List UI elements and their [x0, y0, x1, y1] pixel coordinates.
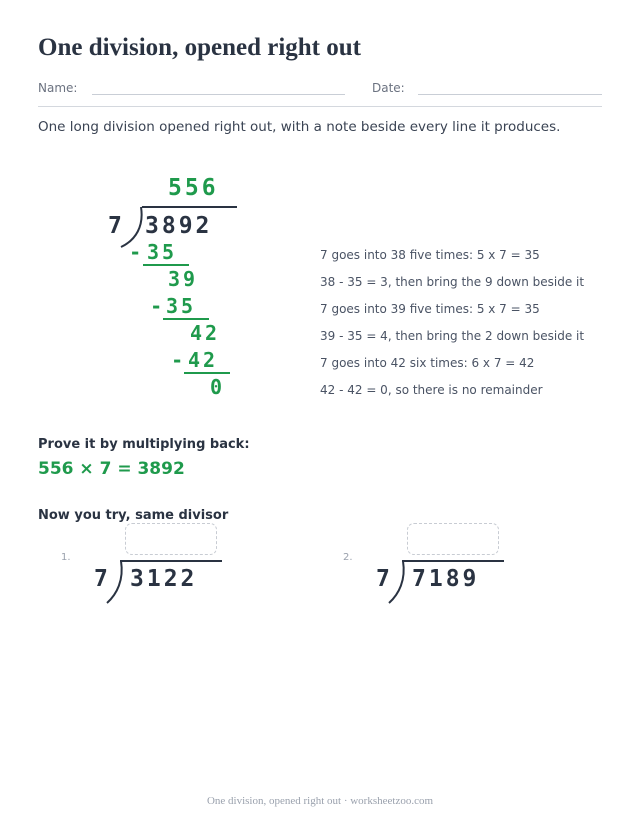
page-title: One division, opened right out: [38, 34, 361, 61]
step-note: 7 goes into 42 six times: 6 x 7 = 42: [320, 356, 535, 370]
subtraction-line: [163, 318, 209, 320]
answer-box[interactable]: [125, 523, 217, 555]
remainder: 0: [210, 375, 226, 399]
dividend: 3122: [130, 566, 198, 592]
step-value: 35: [147, 240, 178, 264]
step-value: 39: [168, 267, 199, 291]
step-note: 7 goes into 38 five times: 5 x 7 = 35: [320, 248, 540, 262]
subtraction-line: [143, 264, 189, 266]
proof-heading: Prove it by multiplying back:: [38, 437, 250, 452]
divisor: 7: [376, 566, 393, 592]
division-bar: [142, 206, 237, 208]
divisor: 7: [94, 566, 111, 592]
name-field[interactable]: [92, 94, 345, 95]
dividend: 7189: [412, 566, 480, 592]
answer-box[interactable]: [407, 523, 499, 555]
step-note: 39 - 35 = 4, then bring the 2 down beside it: [320, 329, 585, 343]
division-bar: [402, 560, 504, 562]
divisor: 7: [108, 213, 125, 239]
dividend: 3892: [145, 213, 213, 239]
step-note: 38 - 35 = 3, then bring the 9 down beside it: [320, 275, 585, 289]
minus-sign: -: [173, 348, 182, 372]
problem-number: 1.: [61, 552, 71, 563]
step-value: 42: [190, 321, 221, 345]
quotient: 556: [168, 175, 219, 201]
division-bar: [120, 560, 222, 562]
problem-number: 2.: [343, 552, 353, 563]
subtraction-line: [184, 372, 230, 374]
step-value: 35: [166, 294, 197, 318]
header-divider: [38, 106, 602, 107]
date-label: Date:: [372, 81, 405, 95]
step-note: 7 goes into 39 five times: 5 x 7 = 35: [320, 302, 540, 316]
practice-heading: Now you try, same divisor: [38, 508, 229, 523]
proof-equation: 556 × 7 = 3892: [38, 459, 185, 479]
intro-text: One long division opened right out, with a note beside every line it produces.: [38, 119, 561, 135]
step-value: 42: [188, 348, 219, 372]
step-note: 42 - 42 = 0, so there is no remainder: [320, 383, 543, 397]
name-label: Name:: [38, 81, 78, 95]
minus-sign: -: [152, 294, 161, 318]
footer: One division, opened right out · worksheetzoo.com: [206, 795, 434, 807]
date-field[interactable]: [418, 94, 602, 95]
minus-sign: -: [131, 240, 140, 264]
